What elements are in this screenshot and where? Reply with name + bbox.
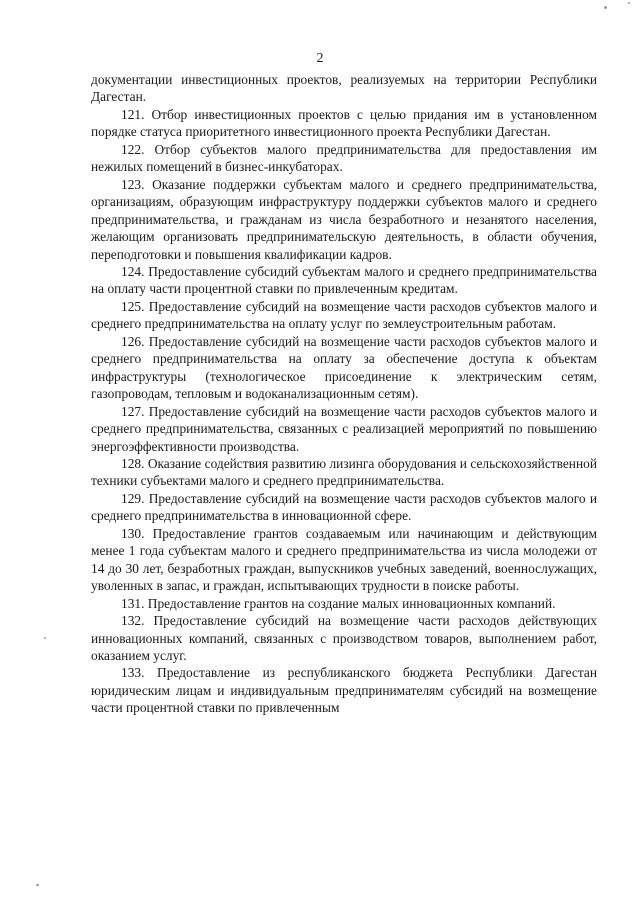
paragraph-127: 127. Предоставление субсидий на возмещение части расходов субъектов малого и среднего предпринимательства, связанных с реализацией мероприятий по повышению энергоэффективности производства. (91, 403, 597, 454)
paragraph-130: 130. Предоставление грантов создаваемым или начинающим и действующим менее 1 года субъектам малого и среднего предпринимательства из числа молодежи от 14 до 30 лет, безработных граждан, выпускников учебных заведений, военнослужащих, уволенных в запас, и граждан, испытывающих трудности в поиске работы. (91, 525, 597, 594)
paragraph-continuation: документации инвестиционных проектов, реализуемых на территории Республики Дагестан. (91, 72, 597, 105)
paragraph-131: 131. Предоставление грантов на создание малых инновационных компаний. (121, 595, 556, 611)
paragraph-129: 129. Предоставление субсидий на возмещение части расходов субъектов малого и среднего предпринимательства в инновационной сфере. (91, 490, 597, 524)
paragraph-125: 125. Предоставление субсидий на возмещение части расходов субъектов малого и среднего предпринимательства на оплату услуг по землеустроительным работам. (91, 298, 597, 332)
paragraph-128: 128. Оказание содействия развитию лизинга оборудования и сельскохозяйственной техники субъектами малого и среднего предпринимательства. (91, 455, 597, 489)
page-number: 2 (316, 51, 324, 66)
paragraph-126: 126. Предоставление субсидий на возмещение части расходов субъектов малого и среднего предпринимательства на оплату за обеспечение доступа к объектам инфраструктуры (технологическое присоединение к электрическим сетям, газопроводам, тепловым и водоканализационным сетям). (91, 333, 597, 402)
paragraph-123: 123. Оказание поддержки субъектам малого и среднего предпринимательства, организациям, образующим инфраструктуру поддержки субъектов малого и среднего предпринимательства, и гражданам из числа безработного и незанятого населения, желающим организовать предпринимательскую деятельность, в области обучения, переподготовки и повышения квалификации кадров. (91, 176, 597, 262)
paragraph-124: 124. Предоставление субсидий субъектам малого и среднего предпринимательства на оплату части процентной ставки по привлеченным кредитам. (91, 263, 597, 297)
document-body (91, 71, 597, 717)
scan-speck (604, 6, 607, 9)
scan-speck (36, 884, 39, 886)
paragraph-132: 132. Предоставление субсидий на возмещение части расходов действующих инновационных компаний, связанных с производством товаров, выполнением работ, оказанием услуг. (91, 613, 597, 663)
paragraph-122: 122. Отбор субъектов малого предпринимательства для предоставления им нежилых помещений в бизнес-инкубаторах. (91, 141, 597, 175)
paragraph-121: 121. Отбор инвестиционных проектов с целью придания им в установленном порядке статуса приоритетного инвестиционного проекта Республики Дагестан. (91, 106, 597, 140)
paragraph-133: 133. Предоставление из республиканского бюджета Республики Дагестан юридическим лицам и индивидуальным предпринимателям субсидий на возмещение части процентной ставки по привлеченным (91, 665, 597, 716)
scan-speck (628, 2, 630, 4)
scan-speck (44, 637, 46, 639)
